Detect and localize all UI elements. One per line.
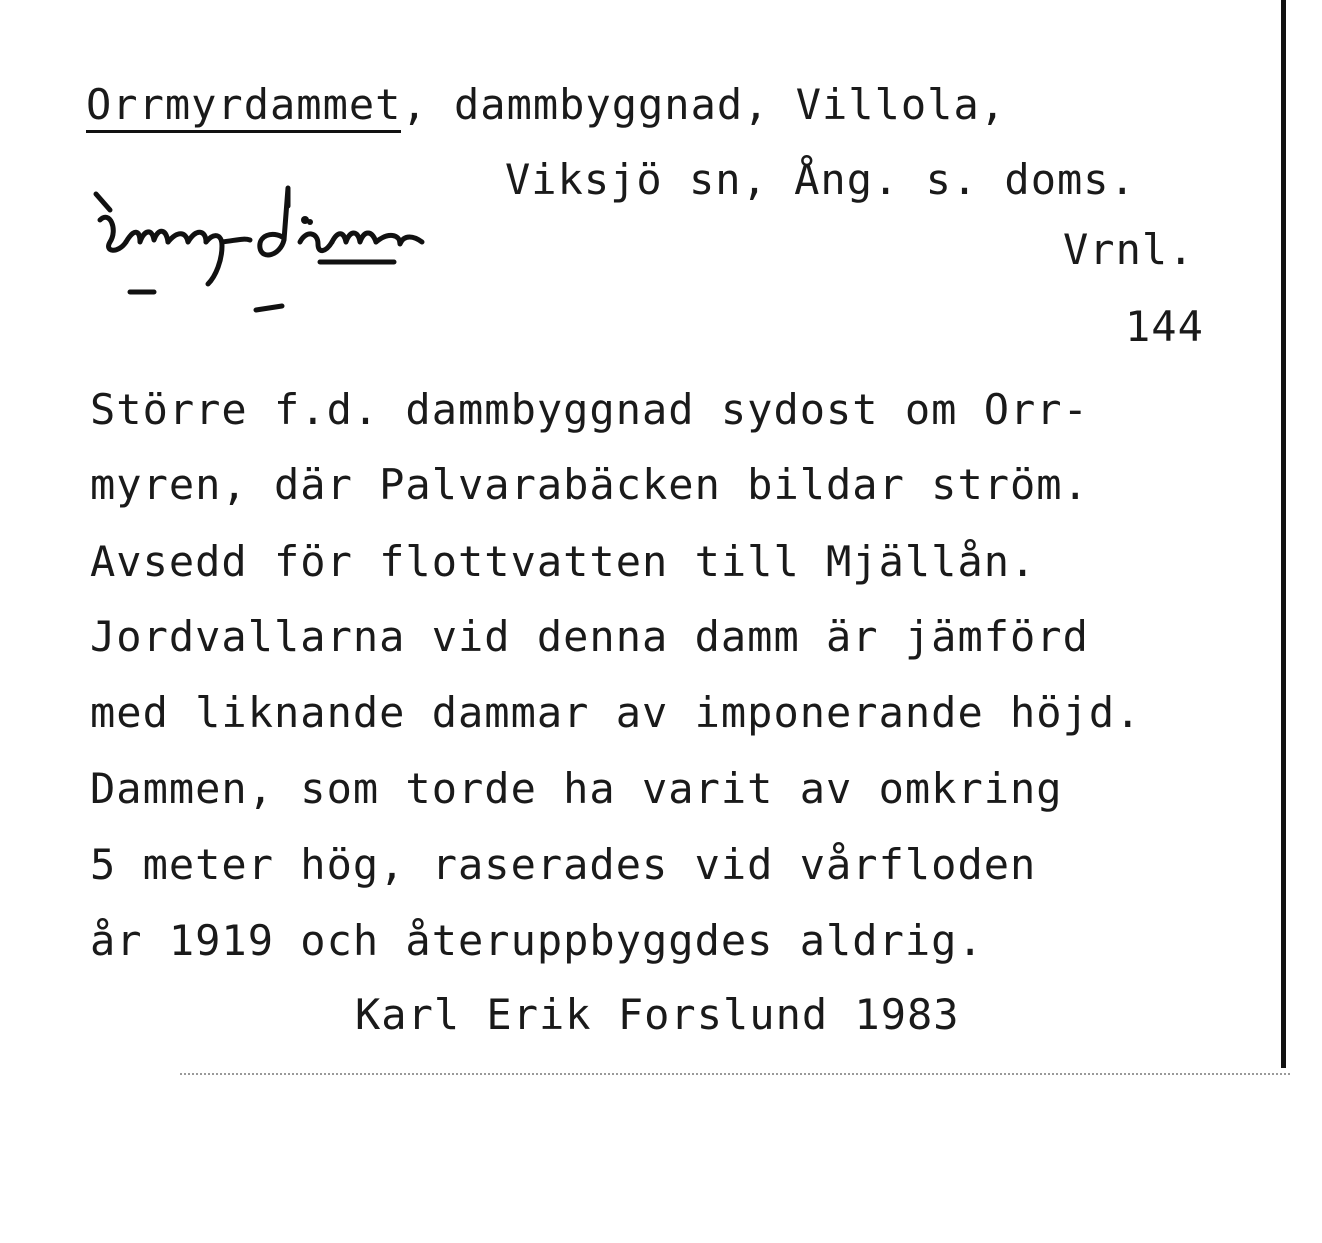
record-number: 144 xyxy=(1125,302,1204,351)
signature-line: Karl Erik Forslund 1983 xyxy=(355,990,960,1039)
source-abbrev: Vrnl. xyxy=(1063,225,1195,274)
header-line xyxy=(86,80,1006,130)
body-line-5: med liknande dammar av imponerande höjd. xyxy=(90,688,1142,737)
body-line-8: år 1919 och återuppbyggdes aldrig. xyxy=(90,916,984,965)
body-line-1: Större f.d. dammbyggnad sydost om Orr- xyxy=(90,385,1089,434)
handwritten-dialect-form xyxy=(88,180,588,320)
header-rest: , dammbyggnad, Villola, xyxy=(401,80,1007,129)
body-line-4: Jordvallarna vid denna damm är jämförd xyxy=(90,612,1089,661)
headword: Orrmyrdammet xyxy=(86,80,401,133)
card-right-edge xyxy=(1281,0,1286,1068)
body-line-3: Avsedd för flottvatten till Mjällån. xyxy=(90,537,1037,586)
card-bottom-edge xyxy=(180,1073,1290,1075)
location-line: Viksjö sn, Ång. s. doms. xyxy=(505,155,1136,204)
body-line-6: Dammen, som torde ha varit av omkring xyxy=(90,764,1063,813)
body-line-2: myren, där Palvarabäcken bildar ström. xyxy=(90,460,1089,509)
body-line-7: 5 meter hög, raserades vid vårfloden xyxy=(90,840,1037,889)
